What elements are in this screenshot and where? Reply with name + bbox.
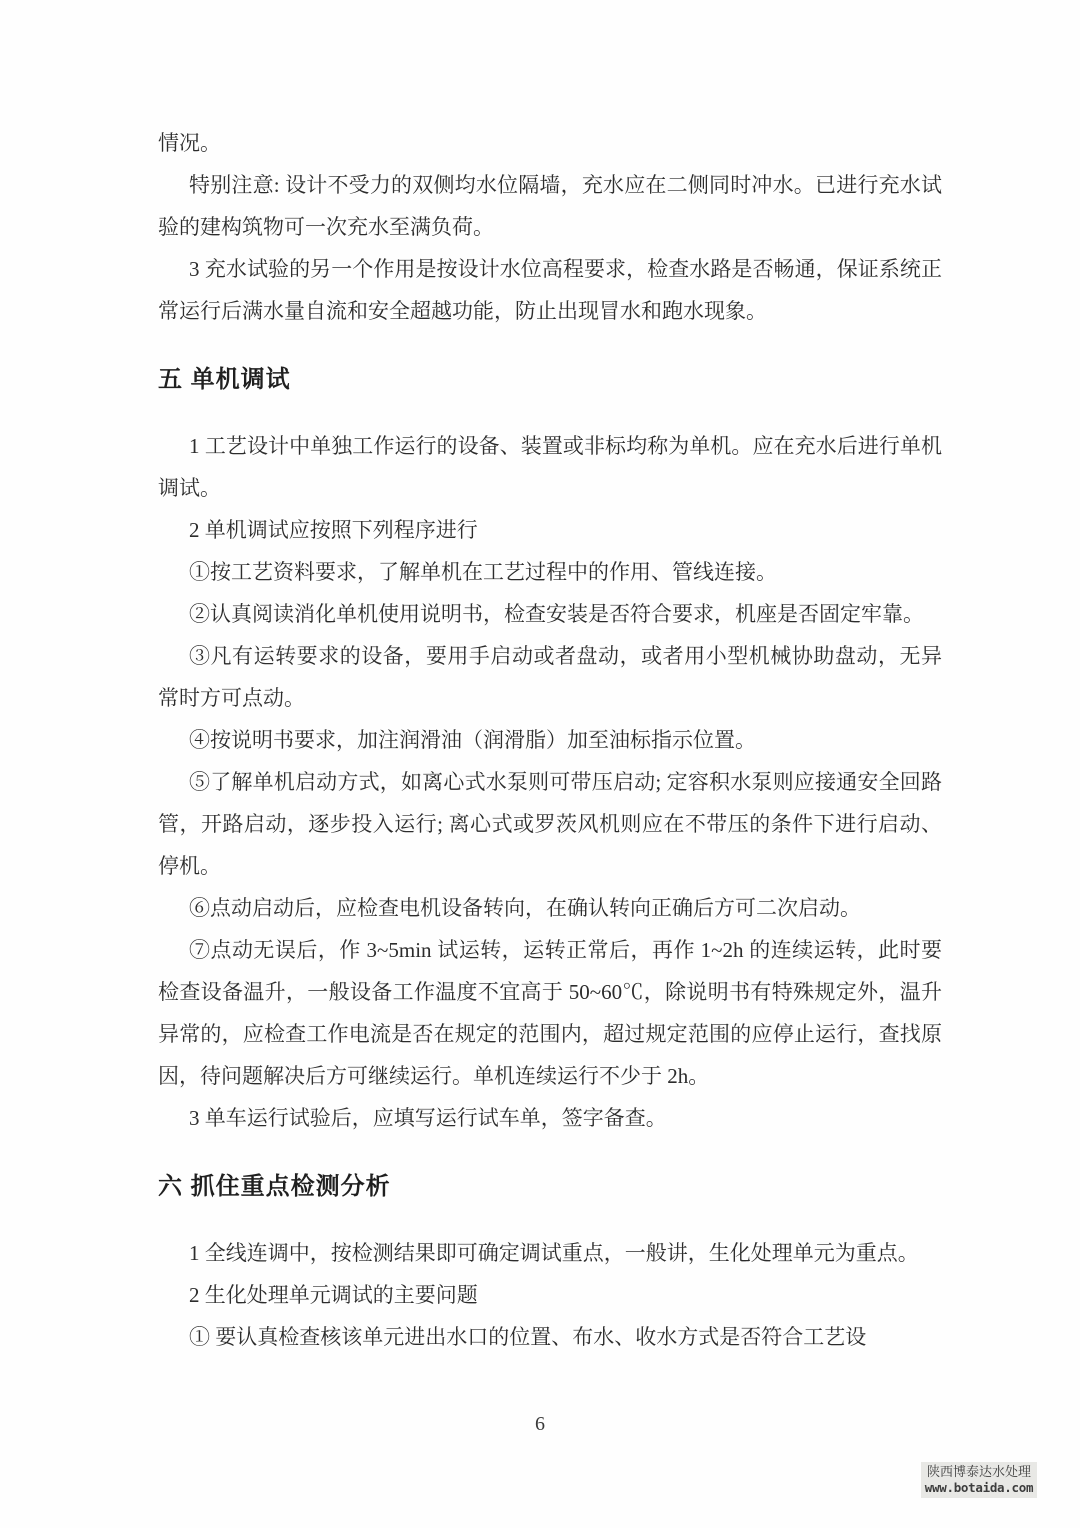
paragraph-special-note: 特别注意: 设计不受力的双侧均水位隔墙，充水应在二侧同时冲水。已进行充水试验的建构筑物可一次充水至满负荷。 — [158, 173, 942, 239]
section-heading-6: 六 抓住重点检测分析 — [158, 1173, 391, 1200]
watermark — [921, 1462, 1037, 1498]
paragraph-item-1b: 1 全线连调中，按检测结果即可确定调试重点，一般讲，生化处理单元为重点。 — [189, 1241, 919, 1265]
circled-item-3: ③凡有运转要求的设备，要用手启动或者盘动，或者用小型机械协助盘动，无异常时方可点动。 — [158, 644, 942, 710]
circled-item-1b: ① 要认真检查核该单元进出水口的位置、布水、收水方式是否符合工艺设 — [189, 1325, 867, 1349]
watermark-website-url: www.botaida.com — [924, 1480, 1034, 1495]
paragraph-item-1: 1 工艺设计中单独工作运行的设备、装置或非标均称为单机。应在充水后进行单机调试。 — [158, 434, 942, 500]
paragraph-item-2: 2 单机调试应按照下列程序进行 — [189, 518, 478, 542]
circled-item-2: ②认真阅读消化单机使用说明书，检查安装是否符合要求，机座是否固定牢靠。 — [189, 602, 924, 626]
circled-item-4: ④按说明书要求，加注润滑油（润滑脂）加至油标指示位置。 — [189, 728, 756, 752]
paragraph-item-2b: 2 生化处理单元调试的主要问题 — [189, 1283, 478, 1307]
paragraph-continuation: 情况。 — [158, 131, 221, 155]
circled-item-5: ⑤了解单机启动方式，如离心式水泵则可带压启动; 定容积水泵则应接通安全回路管，开路启动，逐步投入运行; 离心式或罗茨风机则应在不带压的条件下进行启动、停机。 — [158, 770, 942, 878]
section-heading-5: 五 单机调试 — [158, 366, 291, 393]
paragraph-item-3: 3 充水试验的另一个作用是按设计水位高程要求，检查水路是否畅通，保证系统正常运行后满水量自流和安全超越功能，防止出现冒水和跑水现象。 — [158, 257, 942, 323]
circled-item-1: ①按工艺资料要求，了解单机在工艺过程中的作用、管线连接。 — [189, 560, 777, 584]
circled-item-6: ⑥点动启动后，应检查电机设备转向，在确认转向正确后方可二次启动。 — [189, 896, 861, 920]
paragraph-item-3b: 3 单车运行试验后，应填写运行试车单，签字备查。 — [189, 1106, 667, 1130]
circled-item-7: ⑦点动无误后，作 3~5min 试运转，运转正常后，再作 1~2h 的连续运转，此时要检查设备温升，一般设备工作温度不宜高于 50~60℃，除说明书有特殊规定外，温升异常的，应检查工作电流是否在规定的范围内，超过规定范围的应停止运行，查找原因，待问题解决后方可继续运行。单机连续运行不少于 2h。 — [158, 938, 942, 1088]
document-body — [158, 122, 942, 1358]
watermark-company-name: 陕西博泰达水处理 — [926, 1464, 1031, 1479]
page-number: 6 — [535, 1413, 545, 1435]
